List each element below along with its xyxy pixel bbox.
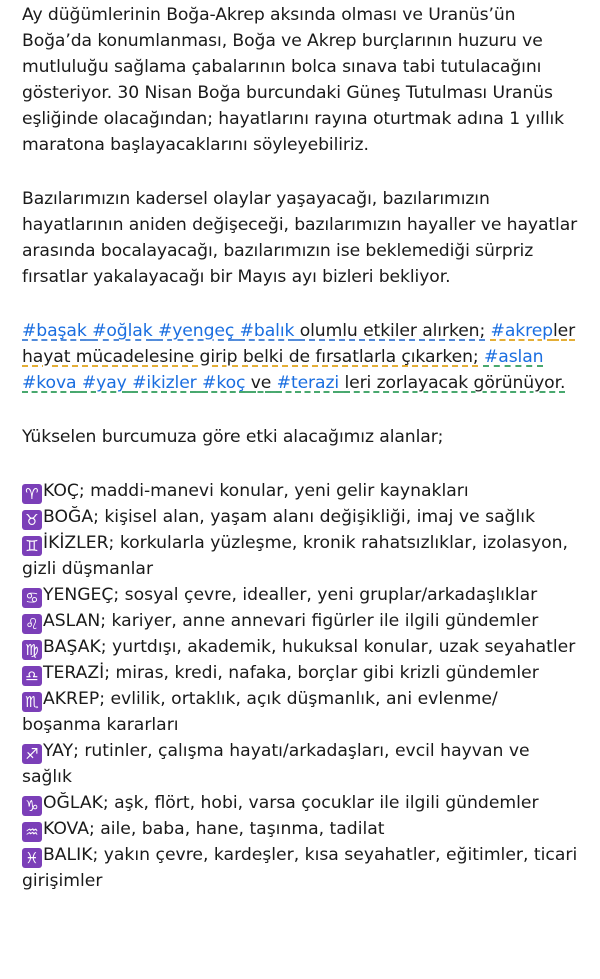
- sign-text: OĞLAK; aşk, flört, hobi, varsa çocuklar ile ilgili gündemler: [43, 793, 539, 813]
- sign-text: BOĞA; kişisel alan, yaşam alanı değişikliği, imaj ve sağlık: [43, 507, 536, 527]
- sign-text: YAY; rutinler, çalışma hayatı/arkadaşları, evcil hayvan ve sağlık: [22, 741, 530, 787]
- sign-text: AKREP; evlilik, ortaklık, açık düşmanlık, ani evlenme/ boşanma kararları: [22, 689, 498, 735]
- sign-list: [22, 478, 580, 894]
- hashtag-oglak[interactable]: #oğlak: [92, 321, 153, 341]
- sign-text: BAŞAK; yurtdışı, akademik, hukuksal konular, uzak seyahatler: [43, 637, 576, 657]
- gemini-icon: ♊: [22, 536, 42, 556]
- hashtag-balik[interactable]: #balık: [239, 321, 295, 341]
- sign-text: KOÇ; maddi-manevi konular, yeni gelir kaynakları: [43, 481, 469, 501]
- virgo-icon: ♍: [22, 640, 42, 660]
- list-item: [22, 686, 580, 738]
- list-item: [22, 842, 580, 894]
- text-ve: ve: [250, 373, 272, 393]
- list-item: [22, 738, 580, 790]
- capricorn-icon: ♑: [22, 796, 42, 816]
- may-paragraph: Bazılarımızın kadersel olaylar yaşayacağı, bazılarımızın hayatlarının aniden değişeceği, bazılarımızın hayaller ve hayatlar arasında bocalayacağı, bazılarımızın ise beklemediği sürpriz fırsatlar yakalayacağı bir Mayıs ayı bizleri bekliyor.: [22, 189, 578, 287]
- list-item: [22, 660, 580, 686]
- hashtag-akrep[interactable]: #akrep: [490, 321, 553, 341]
- list-item: [22, 582, 580, 608]
- list-item: [22, 530, 580, 582]
- list-item: [22, 790, 580, 816]
- hashtag-terazi[interactable]: #terazi: [276, 373, 340, 393]
- text-positive: olumlu etkiler alırken;: [299, 321, 486, 341]
- list-item: [22, 816, 580, 842]
- hashtag-koc[interactable]: #koç: [202, 373, 246, 393]
- leo-icon: ♌: [22, 614, 42, 634]
- hashtag-ikizler[interactable]: #ikizler: [132, 373, 197, 393]
- list-item: [22, 608, 580, 634]
- hashtag-paragraph: [22, 318, 580, 396]
- rising-sign-heading: Yükselen burcumuza göre etki alacağımız alanlar;: [22, 427, 444, 447]
- sign-text: İKİZLER; korkularla yüzleşme, kronik rahatsızlıklar, izolasyon, gizli düşmanlar: [22, 533, 569, 579]
- sign-text: KOVA; aile, baba, hane, taşınma, tadilat: [43, 819, 385, 839]
- sign-text: ASLAN; kariyer, anne annevari figürler ile ilgili gündemler: [43, 611, 539, 631]
- aquarius-icon: ♒: [22, 822, 42, 842]
- hashtag-aslan[interactable]: #aslan: [483, 347, 544, 367]
- pisces-icon: ♓: [22, 848, 42, 868]
- scorpio-icon: ♏: [22, 692, 42, 712]
- sign-text: YENGEÇ; sosyal çevre, idealler, yeni gruplar/arkadaşlıklar: [43, 585, 538, 605]
- text-zorlayacak: leri zorlayacak görünüyor.: [344, 373, 566, 393]
- sign-text: TERAZİ; miras, kredi, nafaka, borçlar gibi krizli gündemler: [43, 663, 539, 683]
- text-akrep: ler hayat mücadelesine girip belki de fırsatlarla çıkarken;: [22, 321, 576, 367]
- taurus-icon: ♉: [22, 510, 42, 530]
- hashtag-basak[interactable]: #başak: [22, 321, 87, 341]
- aries-icon: ♈: [22, 484, 42, 504]
- libra-icon: ♎: [22, 666, 42, 686]
- hashtag-kova[interactable]: #kova: [22, 373, 77, 393]
- list-item: [22, 634, 580, 660]
- hashtag-yengec[interactable]: #yengeç: [157, 321, 235, 341]
- sign-text: BALIK; yakın çevre, kardeşler, kısa seyahatler, eğitimler, ticari girişimler: [22, 845, 578, 891]
- list-item: [22, 478, 580, 504]
- cancer-icon: ♋: [22, 588, 42, 608]
- hashtag-yay[interactable]: #yay: [81, 373, 127, 393]
- sagittarius-icon: ♐: [22, 744, 42, 764]
- list-item: [22, 504, 580, 530]
- intro-paragraph: Ay düğümlerinin Boğa-Akrep aksında olması ve Uranüs’ün Boğa’da konumlanması, Boğa ve Akrep burçlarının huzuru ve mutluluğu sağlama çabalarının bolca sınava tabi tutulacağını gösteriyor. 30 Nisan Boğa burcundaki Güneş Tutulması Uranüs eşliğinde olacağından; hayatlarını rayına oturtmak adına 1 yıllık maratona başlayacaklarını söyleyebiliriz.: [22, 5, 565, 155]
